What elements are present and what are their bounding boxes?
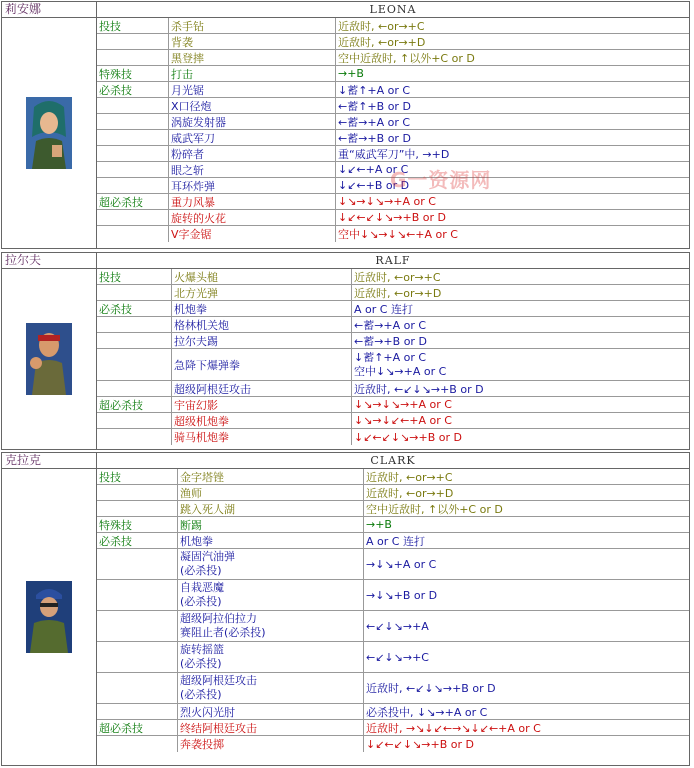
move-name-line2: 赛阻止者(必杀投) bbox=[180, 626, 266, 639]
move-command: ←↙↓↘→+C bbox=[366, 650, 429, 664]
move-row bbox=[97, 642, 689, 673]
move-row bbox=[97, 413, 689, 429]
move-row bbox=[97, 517, 689, 533]
move-name: 黑登摔 bbox=[169, 50, 336, 65]
move-row bbox=[97, 736, 689, 752]
character-name-cn: 克拉克 bbox=[2, 453, 97, 468]
move-name: 火爆头槌 bbox=[172, 269, 352, 284]
move-name-line2: (必杀投) bbox=[180, 595, 222, 608]
move-command: ↓↙←↙↓↘→+B or D bbox=[366, 737, 474, 751]
move-name: 粉碎者 bbox=[169, 146, 336, 161]
move-name-line1: 旋转摇篮 bbox=[180, 643, 224, 656]
move-category bbox=[97, 317, 172, 332]
move-command: ←↙↓↘→+A bbox=[366, 619, 429, 633]
move-category bbox=[97, 98, 169, 113]
leona-section bbox=[1, 1, 690, 249]
move-category bbox=[97, 34, 169, 49]
move-name: 月光锯 bbox=[169, 82, 336, 97]
move-name: 机炮拳 bbox=[172, 301, 352, 316]
move-command: 必杀投中, ↓↘→+A or C bbox=[366, 705, 488, 719]
move-name: V字金锯 bbox=[169, 226, 336, 242]
move-name: 威武军刀 bbox=[169, 130, 336, 145]
move-row bbox=[97, 146, 689, 162]
move-category bbox=[97, 429, 172, 445]
move-row bbox=[97, 397, 689, 413]
move-command: ↓↙←+A or C bbox=[338, 163, 409, 176]
move-command: 近敌时, ←or→+C bbox=[338, 19, 425, 33]
section-header bbox=[2, 453, 689, 469]
watermark: G一资源网 bbox=[390, 168, 492, 192]
move-row bbox=[97, 704, 689, 720]
move-command bbox=[352, 349, 689, 380]
move-category bbox=[97, 50, 169, 65]
move-command: →+B bbox=[366, 518, 392, 531]
move-row bbox=[97, 317, 689, 333]
move-command: 近敌时, ←or→+D bbox=[338, 35, 426, 49]
move-name: 急降下爆弹拳 bbox=[172, 349, 352, 380]
move-command: ←蓄↑+B or D bbox=[338, 99, 411, 113]
move-row bbox=[97, 226, 689, 242]
move-name bbox=[178, 642, 364, 672]
move-row bbox=[97, 114, 689, 130]
move-name: 眼之斩 bbox=[169, 162, 336, 177]
move-name-line2: (必杀投) bbox=[180, 688, 222, 701]
move-category bbox=[97, 704, 178, 719]
move-category bbox=[97, 210, 169, 225]
move-command: →↓↘+A or C bbox=[366, 557, 437, 571]
move-name: 背袭 bbox=[169, 34, 336, 49]
move-category: 超必杀技 bbox=[97, 720, 178, 735]
move-row bbox=[97, 210, 689, 226]
move-command-line1: ↓蓄↑+A or C bbox=[354, 350, 427, 364]
move-name: 烈火闪光肘 bbox=[178, 704, 364, 719]
move-name: 超级机炮拳 bbox=[172, 413, 352, 428]
move-command: 重“威武军刀”中, →+D bbox=[338, 147, 450, 161]
move-command: 近敌时, ←↙↓↘→+B or D bbox=[366, 682, 496, 695]
move-command: ←蓄→+A or C bbox=[354, 318, 427, 332]
move-row bbox=[97, 34, 689, 50]
move-command: 空中↓↘→↓↘←+A or C bbox=[338, 228, 458, 241]
move-name: 重力风暴 bbox=[169, 194, 336, 209]
move-category bbox=[97, 413, 172, 428]
move-name-line1: 自栽恶魔 bbox=[180, 581, 224, 594]
character-name-cn: 拉尔夫 bbox=[2, 253, 97, 268]
move-row bbox=[97, 501, 689, 517]
move-name-line1: 超级阿根廷攻击 bbox=[180, 674, 257, 687]
move-category: 超必杀技 bbox=[97, 397, 172, 412]
move-row bbox=[97, 162, 689, 178]
move-row bbox=[97, 178, 689, 194]
move-category bbox=[97, 333, 172, 348]
move-name: 奔袭投掷 bbox=[178, 736, 364, 752]
move-category: 特殊技 bbox=[97, 517, 178, 532]
move-command: ↓↙←↙↓↘→+B or D bbox=[354, 430, 462, 444]
move-command: ↓↘→↓↘→+A or C bbox=[354, 398, 452, 411]
move-name: 格林机关炮 bbox=[172, 317, 352, 332]
move-command: 空中近敌时, ↑以外+C or D bbox=[338, 51, 475, 65]
move-name: 跳入死人湖 bbox=[178, 501, 364, 516]
ralf-portrait bbox=[2, 269, 97, 449]
move-category bbox=[97, 162, 169, 177]
move-row bbox=[97, 381, 689, 397]
move-command: A or C 连打 bbox=[354, 302, 413, 316]
move-row bbox=[97, 66, 689, 82]
move-row bbox=[97, 720, 689, 736]
character-name-cn: 莉安娜 bbox=[2, 2, 97, 17]
move-name-line2: (必杀投) bbox=[180, 564, 222, 577]
move-command: →↓↘+B or D bbox=[366, 588, 438, 602]
move-row bbox=[97, 429, 689, 445]
clark-section bbox=[1, 452, 690, 766]
leona-portrait bbox=[2, 18, 97, 248]
move-command: ←蓄→+B or D bbox=[338, 131, 411, 145]
character-name-en: RALF bbox=[375, 254, 411, 267]
move-row bbox=[97, 549, 689, 580]
clark-avatar bbox=[26, 581, 72, 653]
move-name: 渔师 bbox=[178, 485, 364, 500]
move-category: 必杀技 bbox=[97, 533, 178, 548]
move-category: 必杀技 bbox=[97, 301, 172, 316]
move-row bbox=[97, 82, 689, 98]
move-category bbox=[97, 673, 178, 703]
move-command: ↓↙←↙↓↘→+B or D bbox=[338, 211, 446, 224]
move-category bbox=[97, 549, 178, 579]
move-command: 近敌时, ←or→+C bbox=[354, 270, 441, 284]
move-category bbox=[97, 501, 178, 516]
move-row bbox=[97, 285, 689, 301]
move-name: 北方光弹 bbox=[172, 285, 352, 300]
move-category: 投技 bbox=[97, 469, 178, 484]
move-category bbox=[97, 580, 178, 610]
move-command: 空中近敌时, ↑以外+C or D bbox=[366, 502, 503, 516]
move-name bbox=[178, 611, 364, 641]
move-row bbox=[97, 50, 689, 66]
move-command: ↓↙←+B or D bbox=[338, 179, 410, 192]
move-category bbox=[97, 285, 172, 300]
move-name: 终结阿根廷攻击 bbox=[178, 720, 364, 735]
move-row bbox=[97, 333, 689, 349]
move-name bbox=[178, 549, 364, 579]
move-name: 骑马机炮拳 bbox=[172, 429, 352, 445]
move-command: 近敌时, ←or→+D bbox=[354, 286, 442, 300]
section-header bbox=[2, 253, 689, 269]
character-name-en: LEONA bbox=[369, 3, 417, 16]
move-row bbox=[97, 98, 689, 114]
ralf-section bbox=[1, 252, 690, 450]
move-row bbox=[97, 194, 689, 210]
section-header bbox=[2, 2, 689, 18]
move-category bbox=[97, 226, 169, 242]
move-command: 近敌时, ←or→+D bbox=[366, 486, 454, 500]
move-command: ←蓄→+A or C bbox=[338, 115, 411, 129]
move-name-line1: 超级阿拉伯拉力 bbox=[180, 612, 257, 625]
move-name-line1: 凝固汽油弹 bbox=[180, 550, 235, 563]
move-row bbox=[97, 580, 689, 611]
move-category: 投技 bbox=[97, 269, 172, 284]
move-category bbox=[97, 642, 178, 672]
move-category: 投技 bbox=[97, 18, 169, 33]
move-category bbox=[97, 611, 178, 641]
move-category bbox=[97, 178, 169, 193]
move-command: 近敌时, →↘↓↙←→↘↓↙←+A or C bbox=[366, 721, 541, 735]
character-name-en: CLARK bbox=[370, 454, 416, 467]
move-category: 特殊技 bbox=[97, 66, 169, 81]
ralf-avatar bbox=[26, 323, 72, 395]
move-category: 超必杀技 bbox=[97, 194, 169, 209]
move-row bbox=[97, 485, 689, 501]
move-name: 超级阿根廷攻击 bbox=[172, 381, 352, 396]
move-name: 拉尔夫踢 bbox=[172, 333, 352, 348]
move-command-line2: 空中↓↘→+A or C bbox=[354, 364, 447, 378]
move-category bbox=[97, 146, 169, 161]
move-row bbox=[97, 18, 689, 34]
move-command: ↓↘→↓↘→+A or C bbox=[338, 195, 436, 208]
move-name bbox=[178, 580, 364, 610]
move-row bbox=[97, 349, 689, 381]
move-name: X口径炮 bbox=[169, 98, 336, 113]
move-name: 旋转的火花 bbox=[169, 210, 336, 225]
move-row bbox=[97, 673, 689, 704]
move-name: 涡旋发射器 bbox=[169, 114, 336, 129]
move-row bbox=[97, 130, 689, 146]
move-command: A or C 连打 bbox=[366, 534, 425, 548]
move-category: 必杀技 bbox=[97, 82, 169, 97]
move-name: 杀手钻 bbox=[169, 18, 336, 33]
move-name: 断踢 bbox=[178, 517, 364, 532]
move-category bbox=[97, 485, 178, 500]
move-category bbox=[97, 381, 172, 396]
move-command: ↓↘→↓↙←+A or C bbox=[354, 414, 452, 427]
move-category bbox=[97, 736, 178, 752]
move-category bbox=[97, 114, 169, 129]
move-category bbox=[97, 130, 169, 145]
move-name: 宇宙幻影 bbox=[172, 397, 352, 412]
move-command: 近敌时, ←↙↓↘→+B or D bbox=[354, 382, 484, 396]
move-row bbox=[97, 469, 689, 485]
move-command: ←蓄→+B or D bbox=[354, 334, 427, 348]
move-row bbox=[97, 269, 689, 285]
move-row bbox=[97, 301, 689, 317]
move-category bbox=[97, 349, 172, 380]
move-command: 近敌时, ←or→+C bbox=[366, 470, 453, 484]
move-name: 打击 bbox=[169, 66, 336, 81]
move-row bbox=[97, 533, 689, 549]
move-name: 机炮拳 bbox=[178, 533, 364, 548]
move-name-line2: (必杀投) bbox=[180, 657, 222, 670]
leona-avatar bbox=[26, 97, 72, 169]
move-command: →+B bbox=[338, 67, 364, 80]
move-name: 金字塔锉 bbox=[178, 469, 364, 484]
move-row bbox=[97, 611, 689, 642]
clark-portrait bbox=[2, 469, 97, 765]
move-name bbox=[178, 673, 364, 703]
move-name: 耳环炸弹 bbox=[169, 178, 336, 193]
move-command: ↓蓄↑+A or C bbox=[338, 83, 411, 97]
